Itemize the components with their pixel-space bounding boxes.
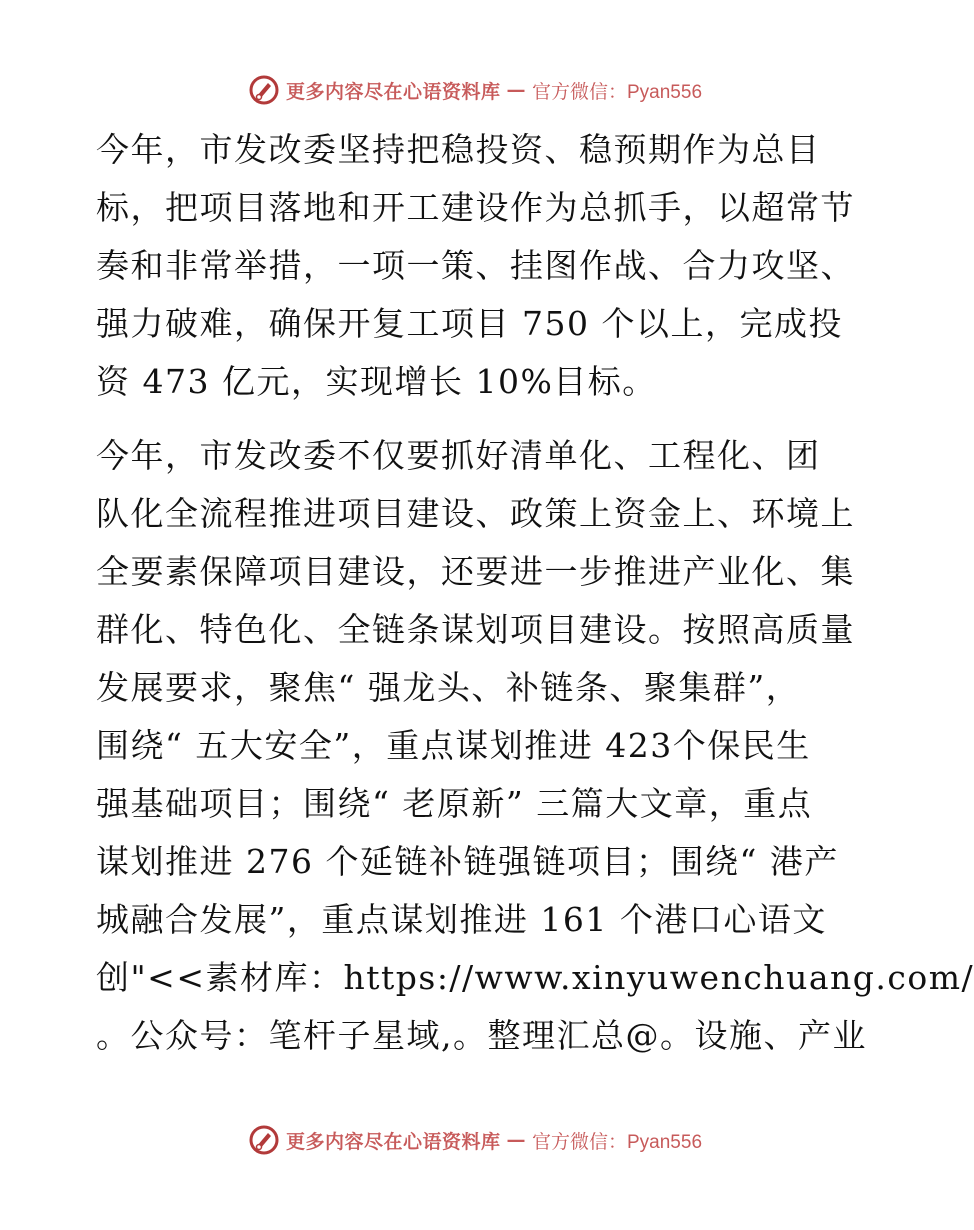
- text-line: 队化全流程推进项目建设、政策上资金上、环境上: [96, 494, 855, 533]
- text-line: 。公众号：笔杆子星域,。整理汇总@。设施、产业: [96, 1016, 867, 1055]
- brand-logo-icon: [248, 74, 280, 106]
- text-line: 城融合发展”，重点谋划推进 161 个港口心语文: [96, 900, 827, 939]
- text-line: 资 473 亿元，实现增长 10%目标。: [96, 362, 657, 401]
- footer-banner: [0, 1120, 950, 1160]
- header-banner-text: 更多内容尽在心语资料库: [285, 80, 501, 103]
- text-line: 标，把项目落地和开工建设作为总抓手，以超常节: [96, 188, 855, 227]
- document-body: [96, 121, 974, 1065]
- footer-banner-wechat: 官方微信：Pyan556: [532, 1131, 703, 1153]
- footer-banner-text: 更多内容尽在心语资料库: [285, 1130, 501, 1153]
- paragraph-1: [96, 121, 856, 411]
- footer-banner-dash: —: [506, 1129, 526, 1151]
- text-line: 奏和非常举措，一项一策、挂图作战、合力攻坚、: [96, 246, 855, 285]
- text-line: 创"<<素材库：https://www.xinyuwenchuang.com/: [96, 958, 974, 997]
- header-banner: [0, 70, 950, 110]
- text-line: 今年，市发改委不仅要抓好清单化、工程化、团: [96, 436, 821, 475]
- text-line: 发展要求，聚焦“ 强龙头、补链条、聚集群”，: [96, 668, 801, 707]
- header-banner-dash: —: [506, 79, 526, 101]
- text-line: 全要素保障项目建设，还要进一步推进产业化、集: [96, 552, 855, 591]
- text-line: 谋划推进 276 个延链补链强链项目；围绕“ 港产: [96, 842, 839, 881]
- text-line: 强基础项目；围绕“ 老原新” 三篇大文章，重点: [96, 784, 813, 823]
- text-line: 围绕“ 五大安全”，重点谋划推进 423个保民生: [96, 726, 811, 765]
- paragraph-2: [96, 427, 974, 1065]
- text-line: 强力破难，确保开复工项目 750 个以上，完成投: [96, 304, 843, 343]
- text-line: 今年，市发改委坚持把稳投资、稳预期作为总目: [96, 130, 821, 169]
- brand-logo-icon: [248, 1124, 280, 1156]
- header-banner-wechat: 官方微信：Pyan556: [532, 81, 703, 103]
- text-line: 群化、特色化、全链条谋划项目建设。按照高质量: [96, 610, 855, 649]
